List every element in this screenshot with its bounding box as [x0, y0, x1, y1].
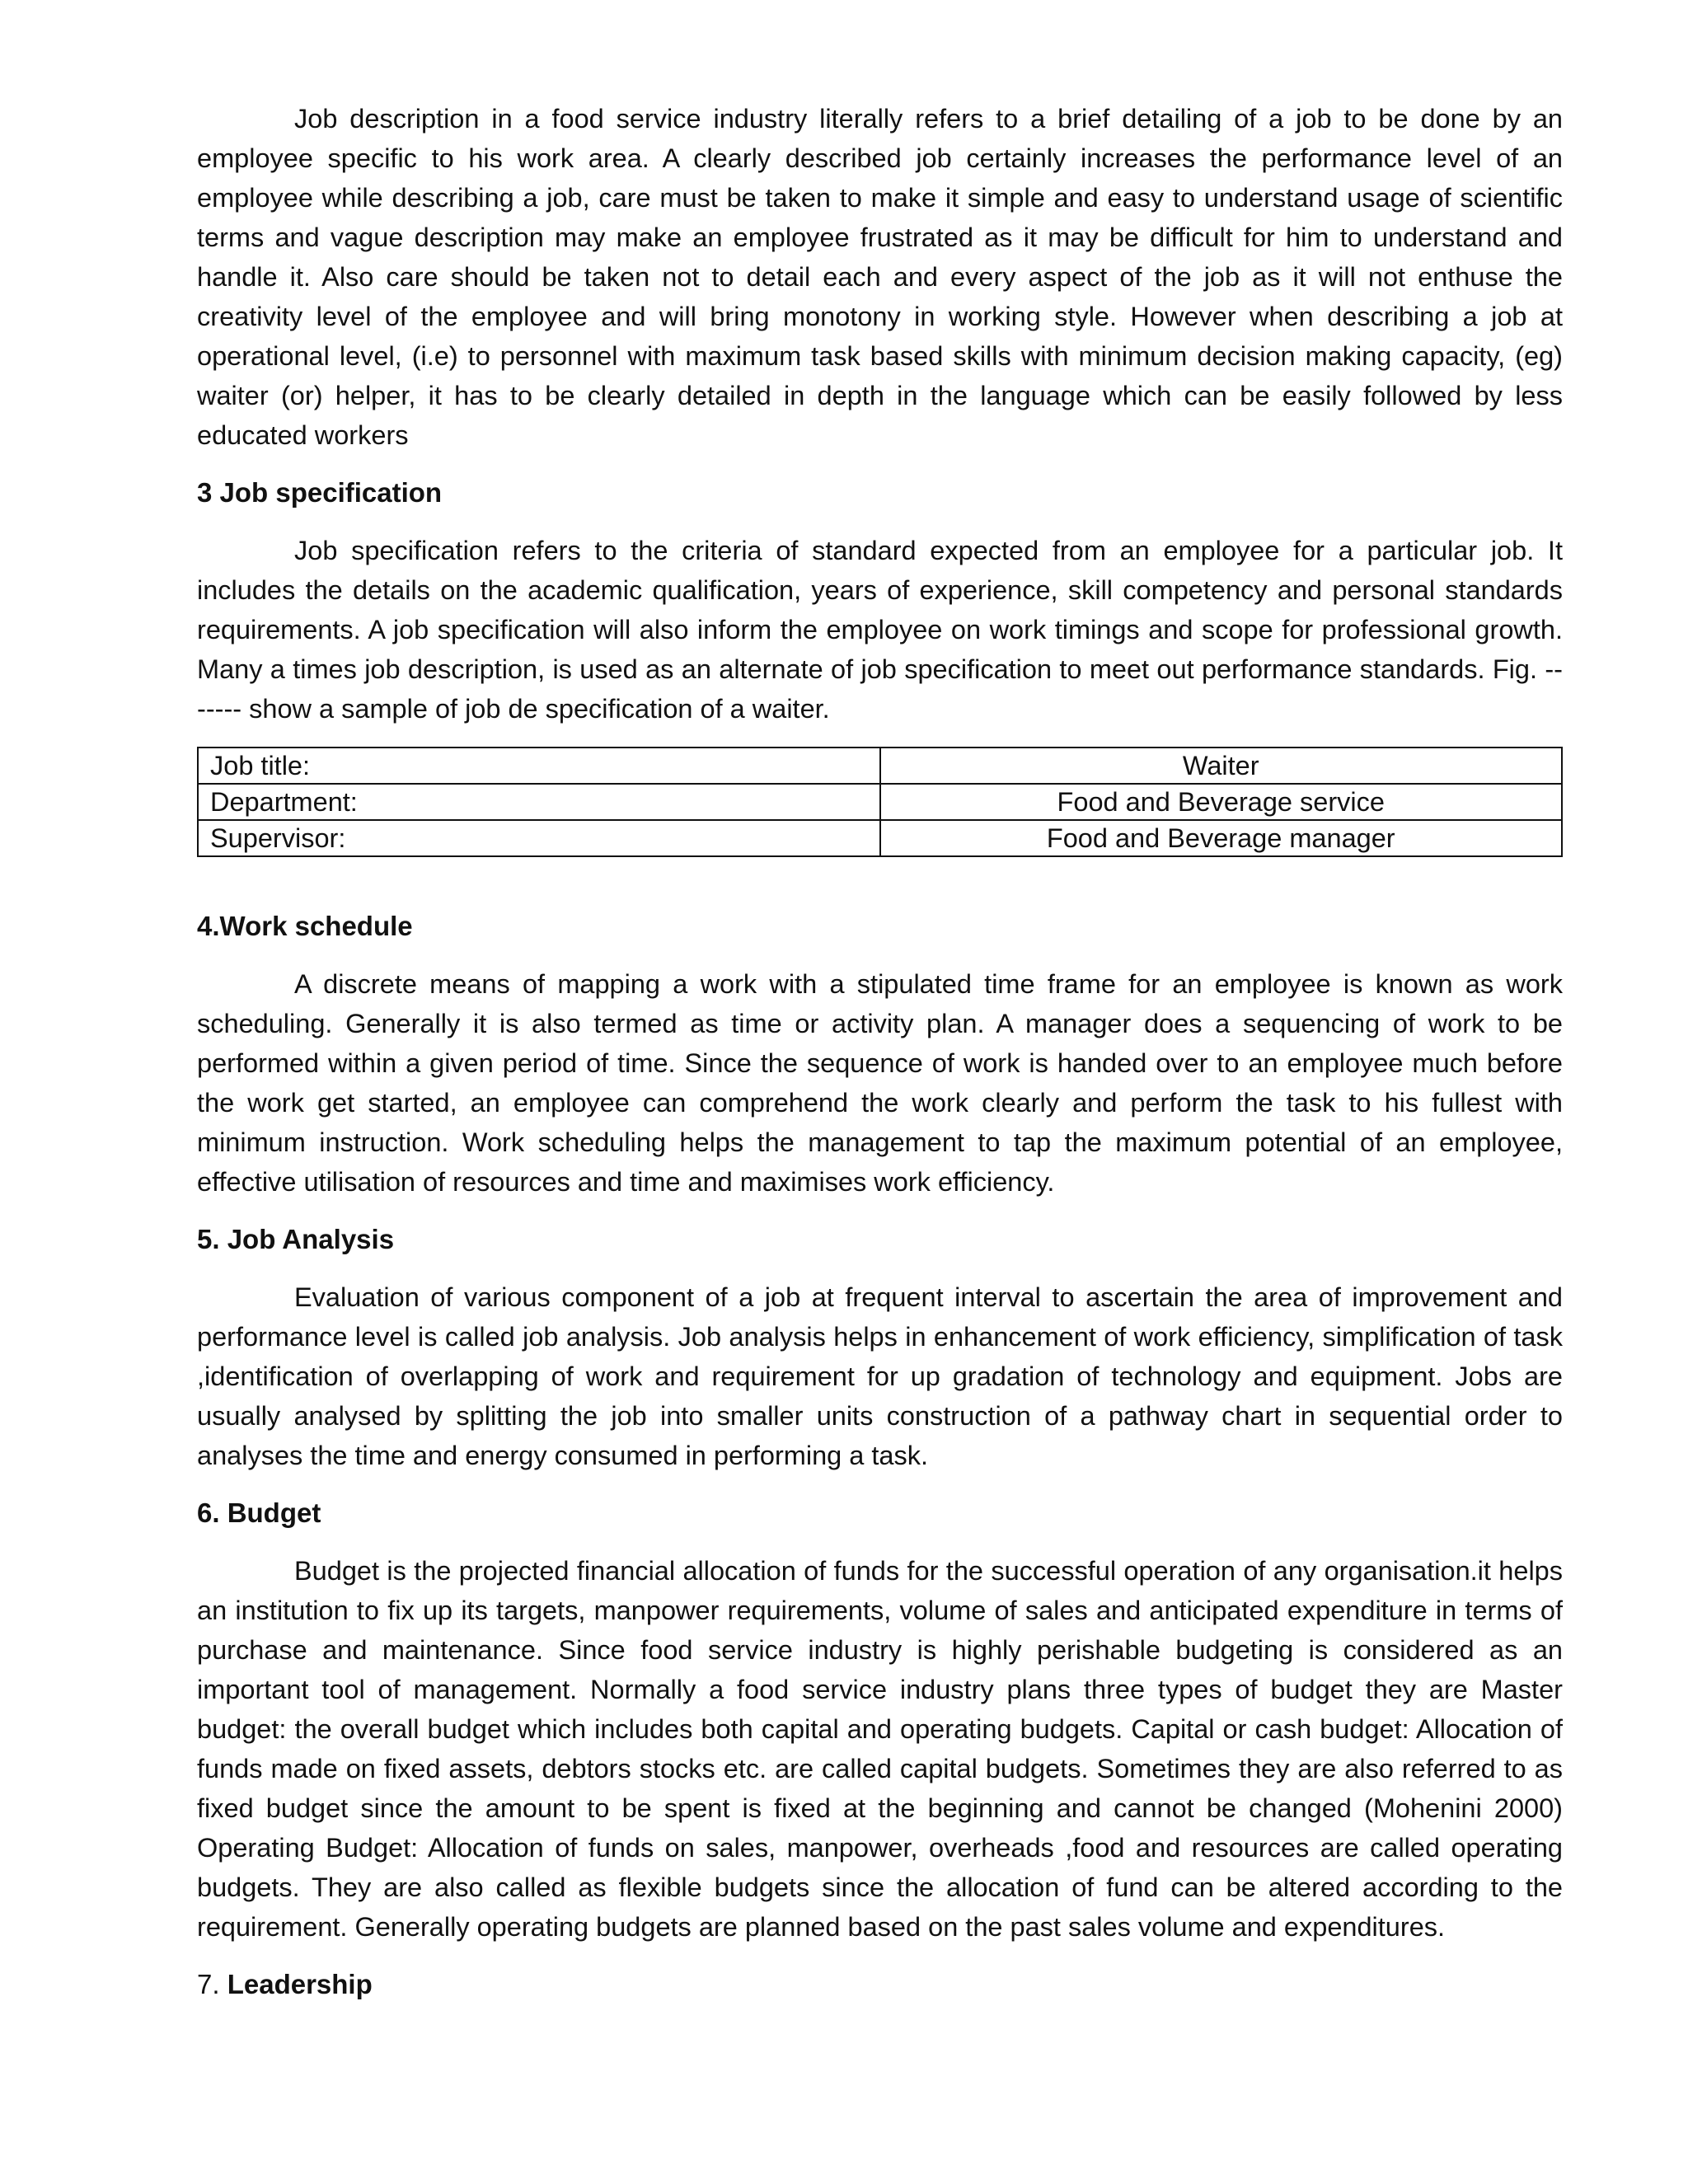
document-page: [197, 99, 1563, 2022]
work-schedule-paragraph: A discrete means of mapping a work with a stipulated time frame for an employee is known as work scheduling. Generally it is also termed as time or activity plan. A manager does a sequencing of work to be performed within a given period of time. Since the sequence of work is handed over to an employee much before the work get started, an employee can comprehend the work clearly and perform the task to his fullest with minimum instruction. Work scheduling helps the management to tap the maximum potential of an employee, effective utilisation of resources and time and maximises work efficiency.: [197, 969, 1563, 1197]
job-analysis-paragraph: Evaluation of various component of a job at frequent interval to ascertain the area of improvement and performance level is called job analysis. Job analysis helps in enhancement of work efficiency, simplification of task ,identification of overlapping of work and requirement for up gradation of technology and equipment. Jobs are usually analysed by splitting the job into smaller units construction of a pathway chart in sequential order to analyses the time and energy consumed in performing a task.: [197, 1282, 1563, 1470]
table-cell-value: Food and Beverage service: [880, 784, 1563, 820]
work-schedule-heading: 4.Work schedule: [197, 911, 413, 941]
job-specification-heading: 3 Job specification: [197, 477, 443, 508]
budget-paragraph: Budget is the projected financial allocation of funds for the successful operation of any organisation.it helps an institution to fix up its targets, manpower requirements, volume of sales and anticipated expenditure in terms of purchase and maintenance. Since food service industry is highly perishable budgeting is considered as an important tool of management. Normally a food service industry plans three types of budget they are Master budget: the overall budget which includes both capital and operating budgets. Capital or cash budget: Allocation of funds made on fixed assets, debtors stocks etc. are called capital budgets. Sometimes they are also referred to as fixed budget since the amount to be spent is fixed at the beginning and cannot be changed (Mohenini 2000) Operating Budget: Allocation of funds on sales, manpower, overheads ,food and resources are called operating budgets. They are also called as flexible budgets since the allocation of fund can be altered according to the requirement. Generally operating budgets are planned based on the past sales volume and expenditures.: [197, 1556, 1563, 1942]
table-row: [198, 748, 1562, 784]
table-cell-value: Waiter: [880, 748, 1563, 784]
table-row: [198, 820, 1562, 856]
budget-heading: 6. Budget: [197, 1497, 321, 1528]
table-cell-label: Job title:: [198, 748, 880, 784]
leadership-title: Leadership: [227, 1969, 373, 1999]
job-specification-table: [197, 747, 1563, 857]
table-row: [198, 784, 1562, 820]
table-cell-label: Department:: [198, 784, 880, 820]
job-specification-paragraph: Job specification refers to the criteria of standard expected from an employee for a particular job. It includes the details on the academic qualification, years of experience, skill competency and personal standards requirements. A job specification will also inform the employee on work timings and scope for professional growth. Many a times job description, is used as an alternate of job specification to meet out performance standards. Fig. ------- show a sample of job de specification of a waiter.: [197, 536, 1563, 724]
leadership-number: 7.: [197, 1969, 220, 1999]
table-cell-label: Supervisor:: [198, 820, 880, 856]
table-cell-value: Food and Beverage manager: [880, 820, 1563, 856]
job-analysis-heading: 5. Job Analysis: [197, 1224, 395, 1254]
intro-paragraph: Job description in a food service industry literally refers to a brief detailing of a job to be done by an employee specific to his work area. A clearly described job certainly increases the performance level of an employee while describing a job, care must be taken to make it simple and easy to understand usage of scientific terms and vague description may make an employee frustrated as it may be difficult for him to understand and handle it. Also care should be taken not to detail each and every aspect of the job as it will not enthuse the creativity level of the employee and will bring monotony in working style. However when describing a job at operational level, (i.e) to personnel with maximum task based skills with minimum decision making capacity, (eg) waiter (or) helper, it has to be clearly detailed in depth in the language which can be easily followed by less educated workers: [197, 104, 1563, 450]
leadership-heading: [197, 1965, 1563, 2004]
